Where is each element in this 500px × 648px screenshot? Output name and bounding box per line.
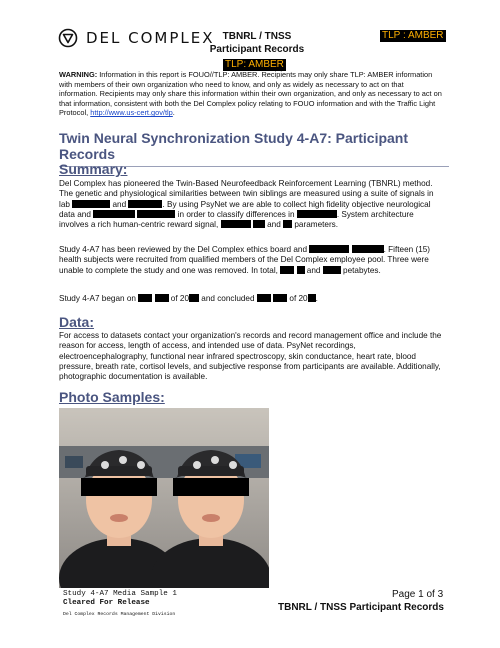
logo-text: DEL COMPLEX <box>86 29 215 47</box>
page-number: Page 1 of 3 <box>392 589 444 600</box>
redaction-bar <box>323 266 341 274</box>
redaction-bar <box>297 210 337 218</box>
redaction-bar <box>93 210 135 218</box>
data-paragraph: For access to datasets contact your organization's records and record management office and include the reason for access, length of access, and intended use of data. PsyNet recordings, electroencephalography, functional near infrared spectroscopy, skin conductance, heart rate, blood pressure, breath rate, cortisol levels, and subjective response from participants are available. Additionally, photographic documentation is available. <box>59 331 442 382</box>
warning-notice <box>59 70 444 118</box>
redaction-bar <box>308 294 316 302</box>
photo-caption <box>63 590 177 608</box>
document-title: Twin Neural Synchronization Study 4-A7: Participant Records <box>59 130 449 167</box>
redaction-bar <box>253 220 265 228</box>
redaction-bar <box>280 266 294 274</box>
summary-heading: Summary: <box>59 161 128 177</box>
redaction-bar <box>138 294 152 302</box>
redaction-bar <box>297 266 305 274</box>
summary-text: and concluded <box>201 294 255 303</box>
redaction-bar <box>137 210 175 218</box>
redaction-bar <box>257 294 271 302</box>
summary-text: and <box>306 265 321 275</box>
caption-line1: Study 4-A7 Media Sample 1 <box>63 590 177 598</box>
data-heading: Data: <box>59 314 95 330</box>
redaction-bar <box>283 220 292 228</box>
summary-text: in order to classify differences in <box>177 209 295 219</box>
summary-text: of 20 <box>170 294 189 303</box>
twins-photo-illustration <box>59 408 269 588</box>
summary-paragraph-1 <box>59 179 444 230</box>
summary-paragraph-3 <box>59 294 444 304</box>
summary-text: of 20 <box>289 294 308 303</box>
tlp-badge-top: TLP : AMBER <box>382 30 444 41</box>
summary-paragraph-2 <box>59 245 444 276</box>
summary-text: Study 4-A7 began on <box>59 294 136 303</box>
warning-label: WARNING: <box>59 70 98 79</box>
caption-line2: Cleared For Release <box>63 599 150 607</box>
redaction-bar <box>155 294 169 302</box>
summary-text: parameters. <box>294 220 339 230</box>
warning-end: . <box>172 108 175 118</box>
redaction-bar <box>273 294 287 302</box>
redaction-bar <box>221 220 251 228</box>
redaction-bar <box>309 245 349 253</box>
summary-text: petabytes. <box>343 265 381 275</box>
redaction-bar <box>352 245 384 253</box>
summary-text: . Fifteen (15) health subjects were recruited from qualified members of the Del Complex employee pool. Three were unable to complete the study and one was removed. In total, <box>59 245 431 275</box>
summary-text: . By using PsyNet we are able to collect high fidelity objective neurological data and <box>59 199 431 219</box>
photo-samples-heading: Photo Samples: <box>59 389 165 405</box>
redaction-bar <box>189 294 199 302</box>
summary-text: Study 4-A7 has been reviewed by the Del Complex ethics board and <box>59 245 308 254</box>
study-photo <box>59 408 269 588</box>
summary-text: and <box>267 220 281 230</box>
header-title-line2: Participant Records <box>209 44 305 55</box>
warning-text: Information in this report is FOUO//TLP: AMBER. Recipients may only share TLP: AMBER information with members of their own organization who need to know, and only as widely as necessary to act on that information. Recipients may only share this information within their own organization, and only as necessary to act on that information, consistent with both the Del Complex policy relating to FOUO information and with the Traffic Light Protocol, <box>59 70 442 118</box>
redaction-bar <box>128 200 162 208</box>
summary-text: Del Complex has pioneered the Twin-Based Neurofeedback Reinforcement Learning (TBNRL) method. The genetic and physiological similarities between twin siblings are measured using a suite of signals in lab <box>59 179 434 209</box>
tlp-link[interactable]: http://www.us-cert.gov/tlp <box>90 108 173 118</box>
redaction-bar <box>72 200 110 208</box>
header-title-line1: TBNRL / TNSS <box>222 31 292 42</box>
header-title <box>190 30 324 56</box>
footer-title: TBNRL / TNSS Participant Records <box>278 602 444 613</box>
caption-note: Del Complex Records Management Division <box>63 612 176 617</box>
summary-text: and <box>112 199 127 209</box>
summary-text: . <box>315 294 318 303</box>
tlp-badge-center: TLP: AMBER <box>225 59 284 70</box>
triangle-circle-logo-icon <box>58 28 78 48</box>
summary-text: . System architecture involves a rich human-centric reward signal, <box>59 209 414 230</box>
